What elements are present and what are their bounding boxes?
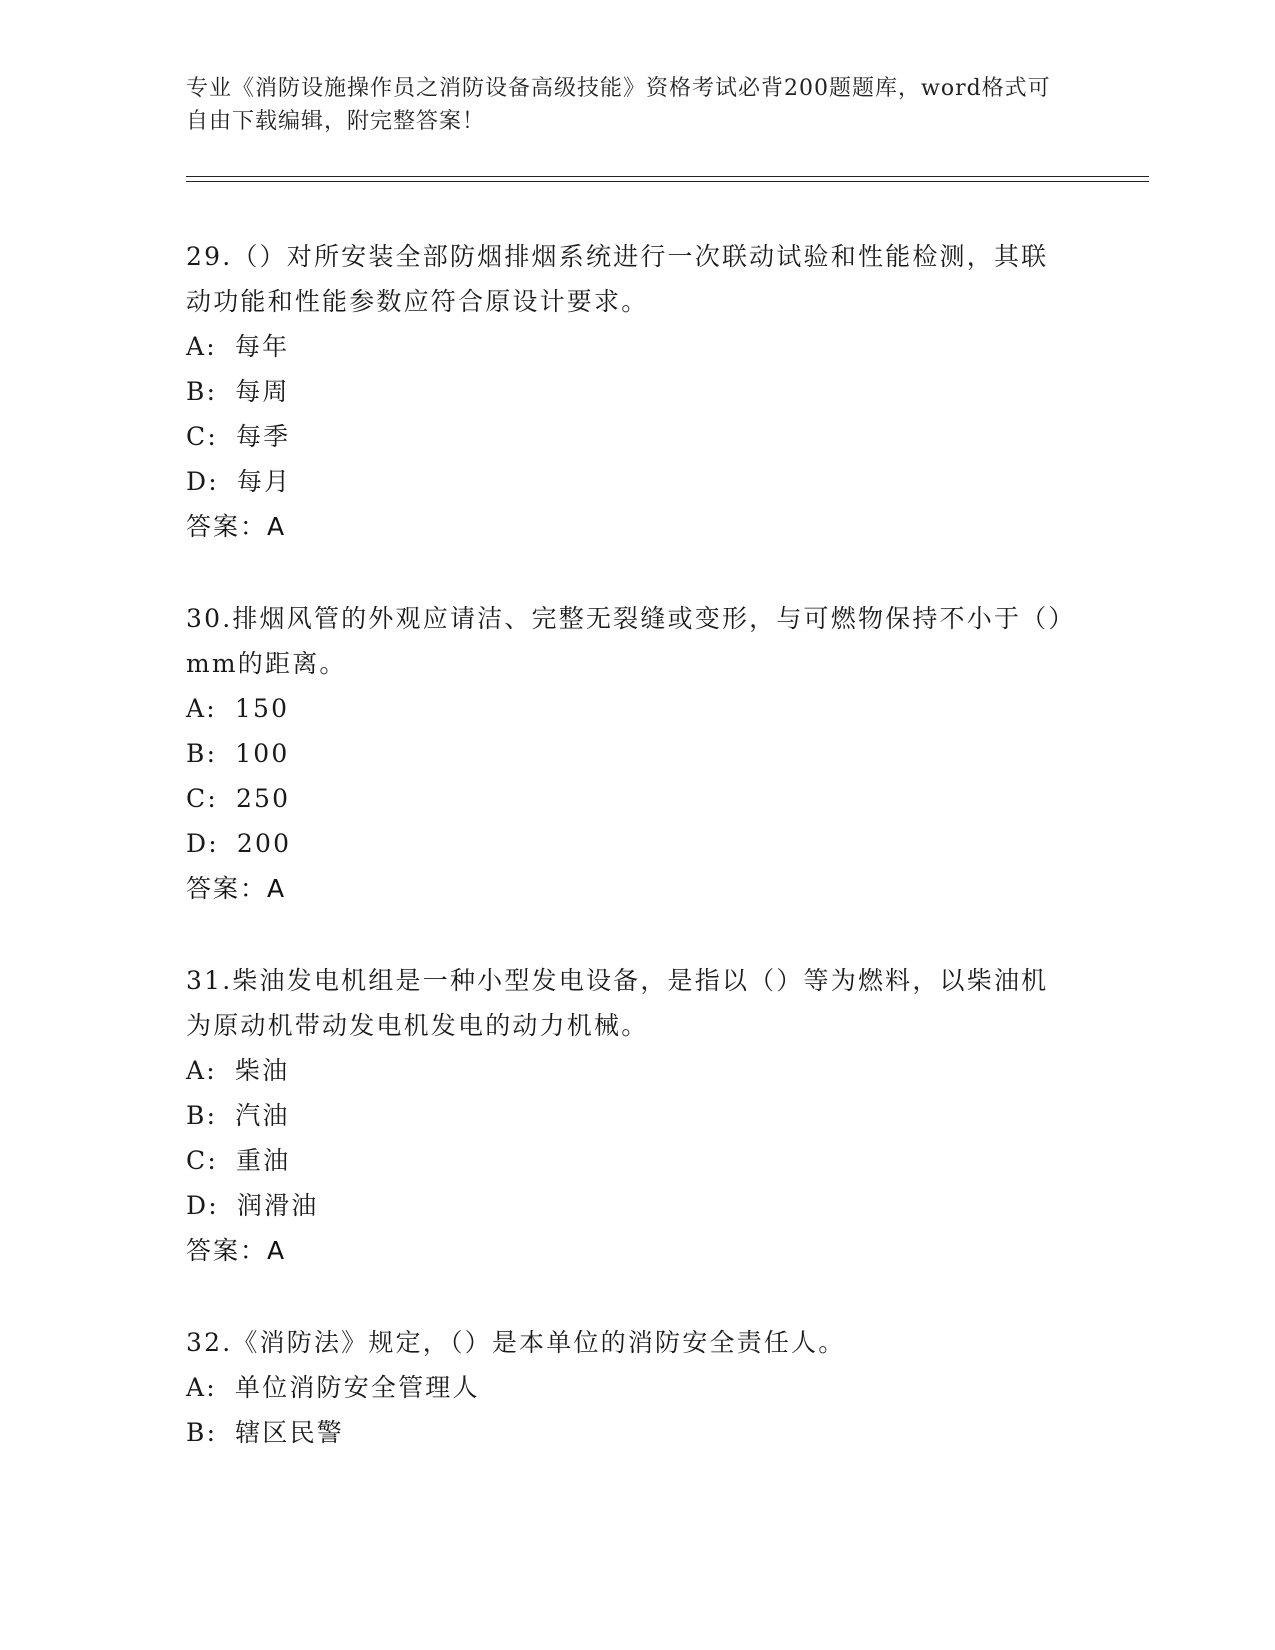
- option-a: A: 每年: [186, 332, 290, 361]
- option-b: B: 辖区民警: [186, 1418, 345, 1447]
- option-c: C: 重油: [186, 1146, 291, 1175]
- option-d: D: 200: [186, 829, 292, 858]
- question-block: [186, 1320, 1071, 1455]
- option-a: A: 单位消防安全管理人: [186, 1373, 480, 1402]
- question-stem: 29.（）对所安装全部防烟排烟系统进行一次联动试验和性能检测，其联动功能和性能参数应符合原设计要求。: [186, 242, 1049, 316]
- header-rule-bottom: [186, 181, 1149, 182]
- question-block: [186, 958, 1071, 1273]
- option-d: D: 每月: [186, 467, 292, 496]
- option-c: C: 每季: [186, 422, 291, 451]
- option-a: A: 柴油: [186, 1056, 290, 1085]
- question-block: [186, 596, 1071, 911]
- option-a: A: 150: [186, 694, 290, 723]
- option-b: B: 每周: [186, 377, 290, 406]
- option-c: C: 250: [186, 784, 291, 813]
- question-list: [186, 234, 1071, 1502]
- answer-line: 答案：A: [186, 1236, 287, 1265]
- document-header: 专业《消防设施操作员之消防设备高级技能》资格考试必背200题题库，word格式可自由下载编辑，附完整答案！: [186, 76, 1051, 134]
- question-stem: 30.排烟风管的外观应请洁、完整无裂缝或变形，与可燃物保持不小于（）mm的距离。: [186, 604, 1064, 678]
- question-stem: 32.《消防法》规定，（）是本单位的消防安全责任人。: [186, 1328, 846, 1357]
- question-block: [186, 234, 1071, 549]
- question-stem: 31.柴油发电机组是一种小型发电设备，是指以（）等为燃料，以柴油机为原动机带动发电机发电的动力机械。: [186, 966, 1049, 1040]
- option-b: B: 100: [186, 739, 290, 768]
- option-d: D: 润滑油: [186, 1191, 319, 1220]
- option-b: B: 汽油: [186, 1101, 290, 1130]
- header-rule-top: [186, 176, 1149, 177]
- answer-line: 答案：A: [186, 512, 287, 541]
- answer-line: 答案：A: [186, 874, 287, 903]
